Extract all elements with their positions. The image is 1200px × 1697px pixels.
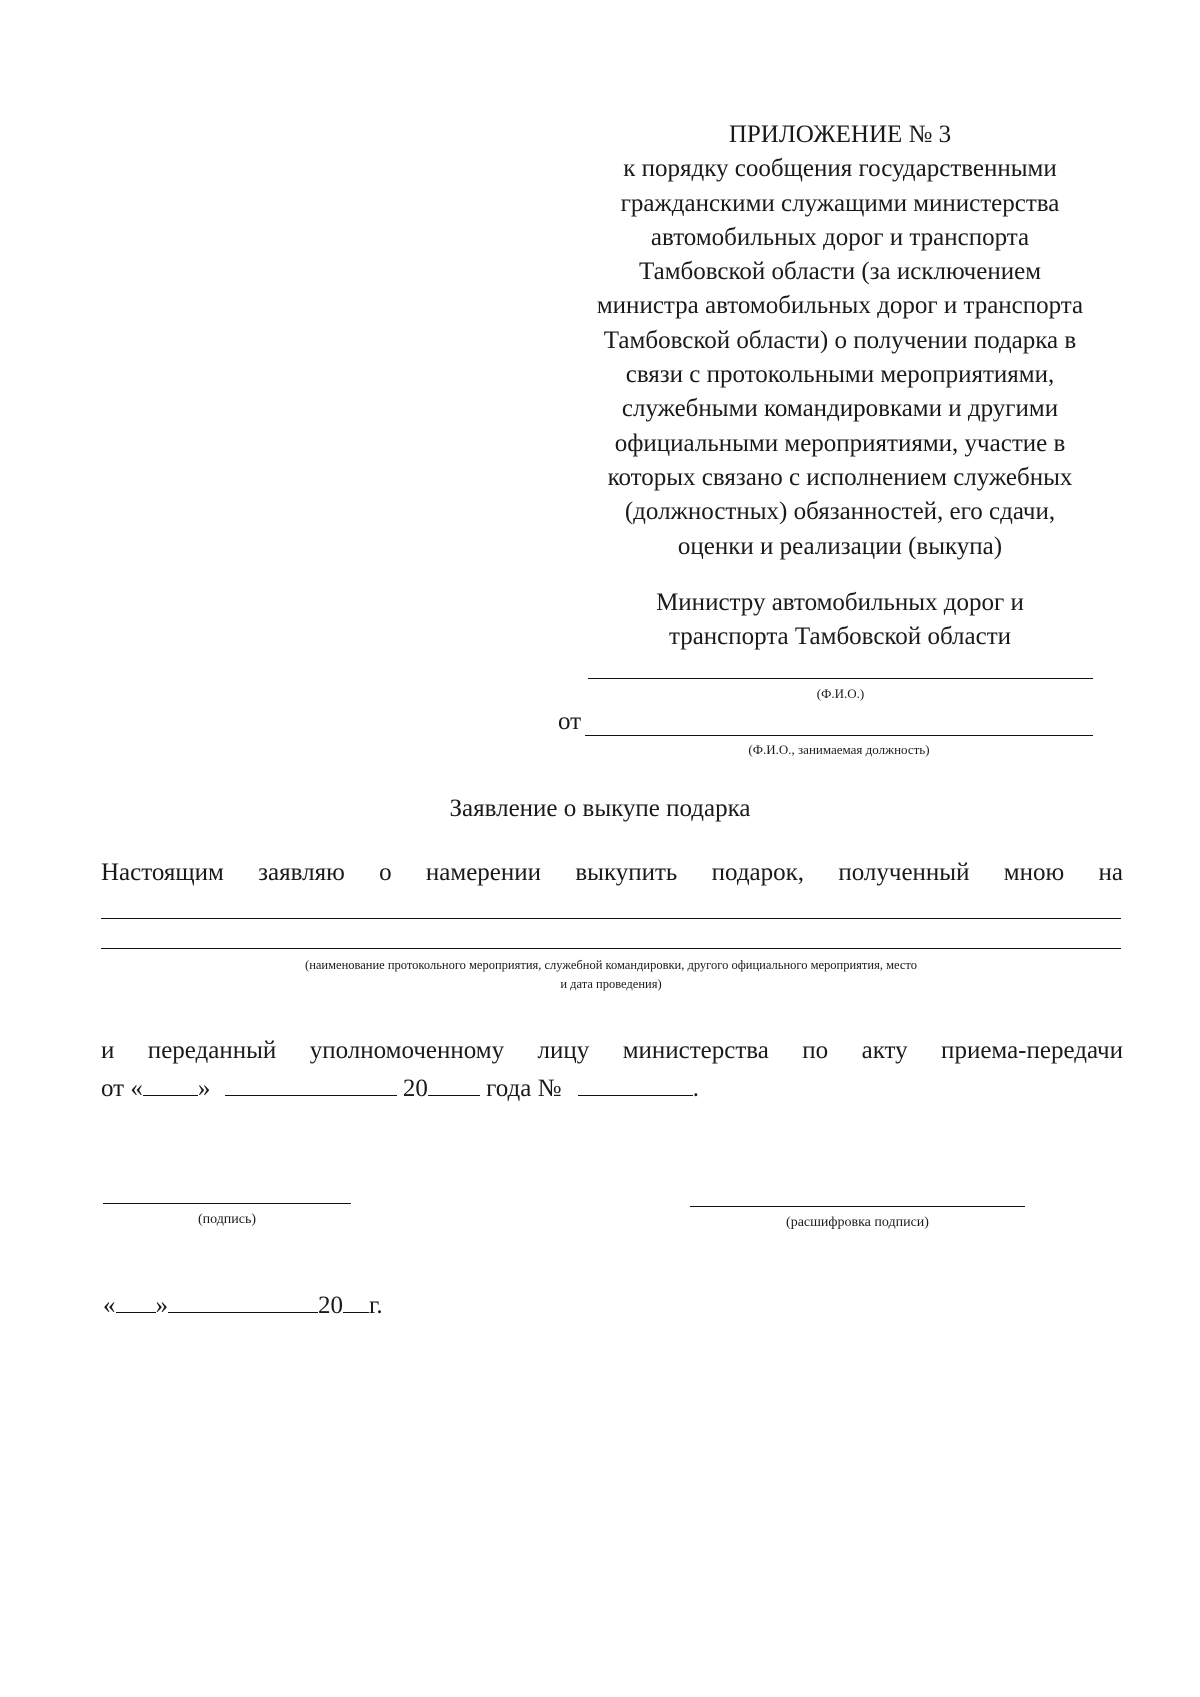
appendix-title: ПРИЛОЖЕНИЕ № 3 — [728, 121, 952, 148]
footer-month-field[interactable] — [168, 1290, 318, 1313]
appendix-line: к порядку сообщения государственными — [623, 155, 1057, 183]
footer-year-suffix: г. — [369, 1292, 383, 1319]
act-date-quote: » — [197, 1075, 211, 1102]
act-day-field[interactable] — [143, 1073, 198, 1096]
appendix-line: Тамбовской области (за исключением — [638, 258, 1042, 286]
act-month-field[interactable] — [225, 1073, 397, 1096]
transfer-text: и переданный уполномоченному лицу министерства по акту приема-передачи — [101, 1037, 1123, 1064]
event-field-line-2[interactable] — [101, 948, 1121, 949]
appendix-line: служебными командировками и другими — [621, 395, 1059, 423]
event-caption-line: и дата проведения) — [560, 977, 662, 991]
from-label: от — [558, 708, 582, 735]
appendix-line: автомобильных дорог и транспорта — [650, 223, 1030, 251]
footer-date — [103, 1290, 383, 1320]
footer-day-field[interactable] — [116, 1290, 156, 1313]
appendix-line: связи с протокольными мероприятиями, — [625, 361, 1055, 389]
appendix-line: которых связано с исполнением служебных — [607, 463, 1073, 491]
statement-heading: Заявление о выкупе подарка — [449, 795, 751, 822]
act-date-line — [101, 1073, 699, 1103]
act-year-prefix: 20 — [402, 1075, 428, 1102]
fio-field[interactable] — [588, 678, 1093, 679]
appendix-line: официальными мероприятиями, участие в — [614, 429, 1066, 457]
act-number-field[interactable] — [578, 1073, 693, 1096]
statement-text: Настоящим заявляю о намерении выкупить подарок, полученный мною на — [101, 859, 1123, 886]
fio-caption: (Ф.И.О.) — [816, 686, 865, 701]
appendix-line: министра автомобильных дорог и транспорта — [596, 292, 1084, 320]
from-caption: (Ф.И.О., занимаемая должность) — [748, 742, 930, 757]
from-field[interactable] — [585, 735, 1093, 736]
event-caption-line: (наименование протокольного мероприятия, служебной командировки, другого официального мероприятия, место — [305, 958, 917, 972]
act-number-label: года № — [486, 1075, 562, 1102]
signature-caption: (подпись) — [197, 1212, 257, 1227]
addressee-line: транспорта Тамбовской области — [668, 623, 1012, 650]
appendix-block — [540, 118, 1140, 564]
footer-close-quote: » — [155, 1292, 168, 1319]
act-year-field[interactable] — [428, 1073, 480, 1096]
appendix-line: Тамбовской области) о получении подарка в — [603, 326, 1077, 354]
footer-year-field[interactable] — [343, 1290, 369, 1313]
addressee-line: Министру автомобильных дорог и — [656, 589, 1024, 616]
signature-decoding-field[interactable] — [690, 1206, 1025, 1207]
addressee-block — [560, 586, 1120, 654]
footer-year-prefix: 20 — [318, 1292, 343, 1319]
act-date-prefix: от « — [101, 1075, 143, 1102]
footer-open-quote: « — [103, 1292, 116, 1319]
act-period: . — [692, 1075, 699, 1102]
appendix-line: (должностных) обязанностей, его сдачи, — [624, 498, 1056, 526]
signature-field[interactable] — [103, 1203, 351, 1204]
signature-decoding-caption: (расшифровка подписи) — [786, 1215, 929, 1230]
appendix-line: гражданскими служащими министерства — [620, 189, 1060, 217]
event-field-line-1[interactable] — [101, 918, 1121, 919]
appendix-line: оценки и реализации (выкупа) — [677, 532, 1003, 560]
event-caption — [101, 956, 1121, 994]
